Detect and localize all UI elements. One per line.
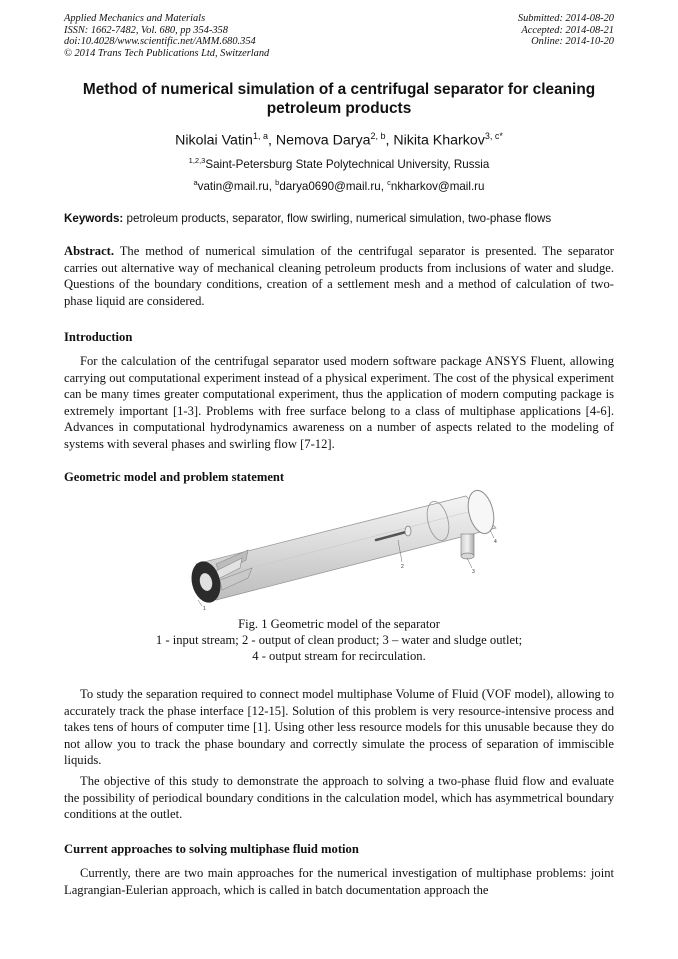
caption-title: Fig. 1 Geometric model of the separator [238,617,440,631]
author-sup: 3, c* [484,131,503,141]
author-separator: , [385,132,394,149]
introduction-text: For the calculation of the centrifugal separator used modern software package ANSYS Fluent, allowing carrying out computational experiment instead of a physical experiment. The cost of the physical experiment can be many times greater computational experiment, thus the application of modern computing package is extremely important [1-3]. Problems with free surface belong to a class of multiphase applications [4-6]. Advances in computational hydrodynamics awareness on a number of aspects related to the modeling of systems with several phases and swirling flow [7-12]. [64,354,614,451]
author-sup: 1, a [252,131,268,141]
abstract-text: The method of numerical simulation of the centrifugal separator is presented. The separator carries out alternative way of mechanical cleaning petroleum products from inclusions of water and sludge. Questions of the boundary conditions, creation of a settlement mesh and a method of calculation of two-phase liquid are considered. [64,244,615,308]
header-left [64,13,269,59]
author-name: Nemova Darya [275,132,371,149]
figure-caption [64,616,614,664]
header-right [518,13,614,48]
author-name: Nikolai Vatin [175,132,253,149]
author-list [64,131,614,149]
caption-legend-1: 1 - input stream; 2 - output of clean product; 3 – water and sludge outlet; [155,633,523,647]
caption-legend-2: 4 - output stream for recirculation. [252,649,426,663]
keywords-label: Keywords: [64,212,124,225]
email-sup: a [193,178,198,187]
geometric-heading: Geometric model and problem statement [64,470,285,484]
keywords [64,212,614,225]
figure-label-1: 1 [203,606,206,612]
figure-label-4: 4 [494,539,497,545]
objective-paragraph: The objective of this study to demonstrate the approach to solving a two-phase fluid flow and evaluate the possibility of periodical boundary conditions in the calculation model, which has asymmetrical boundary conditions at the outlet. [64,774,614,822]
email-link[interactable]: vatin@mail.ru [197,179,269,193]
paper-title: Method of numerical simulation of a centrifugal separator for cleaning petroleum products [82,81,596,117]
email-sup: b [275,178,280,187]
email-link[interactable]: darya0690@mail.ru [279,179,381,193]
online-date: Online: 2014-10-20 [531,36,614,48]
figure-label-2: 2 [401,564,404,570]
introduction-heading: Introduction [64,330,133,344]
abstract-label: Abstract. [64,244,115,258]
author-sup: 2, b [370,131,386,141]
email-list: $^a$vatin@mail.ru, $^b$darya0690@mail.ru, $^c$nkharkov@mail.ru [193,178,485,193]
journal-name: Applied Mechanics and Materials [64,13,206,24]
figure-label-3: 3 [472,569,475,575]
affiliation-text: Saint-Petersburg State Polytechnical University, Russia [205,157,490,171]
affiliation [64,156,614,171]
accepted-date: Accepted: 2014-08-21 [521,24,614,36]
submitted-date: Submitted: 2014-08-20 [517,13,614,24]
author-separator: , [267,132,276,149]
abstract [64,243,614,309]
author-name: Nikita Kharkov [393,132,485,149]
email-sup: c [387,178,391,187]
separator-figure [176,488,506,616]
keywords-text: petroleum products, separator, flow swirling, numerical simulation, two-phase flows [126,212,552,225]
email-link[interactable]: nkharkov@mail.ru [390,179,485,193]
doi: doi:10.4028/www.scientific.net/AMM.680.354 [64,36,256,48]
copyright: © 2014 Trans Tech Publications Ltd, Switzerland [64,47,270,59]
vof-paragraph: To study the separation required to connect model multiphase Volume of Fluid (VOF model), allowing to accurately track the phase interface [12-15]. Solution of this problem is very resource-intensive process and takes tens of hours of computer time [1]. Using other less resource models for this unusable because they do not allow you to track the phase boundary and correctly simulate the process of separation of immiscible liquids. [64,687,614,768]
affiliation-sup: 1,2,3 [188,156,206,165]
current-approaches-heading: Current approaches to solving multiphase fluid motion [64,842,359,856]
separator-body [196,488,498,600]
current-approaches-text: Currently, there are two main approaches for the numerical investigation of multiphase problems: joint Lagrangian-Eulerian approach, which is called in batch documentation approach the [64,866,614,897]
issn: ISSN: 1662-7482, Vol. 680, pp 354-358 [64,24,228,36]
